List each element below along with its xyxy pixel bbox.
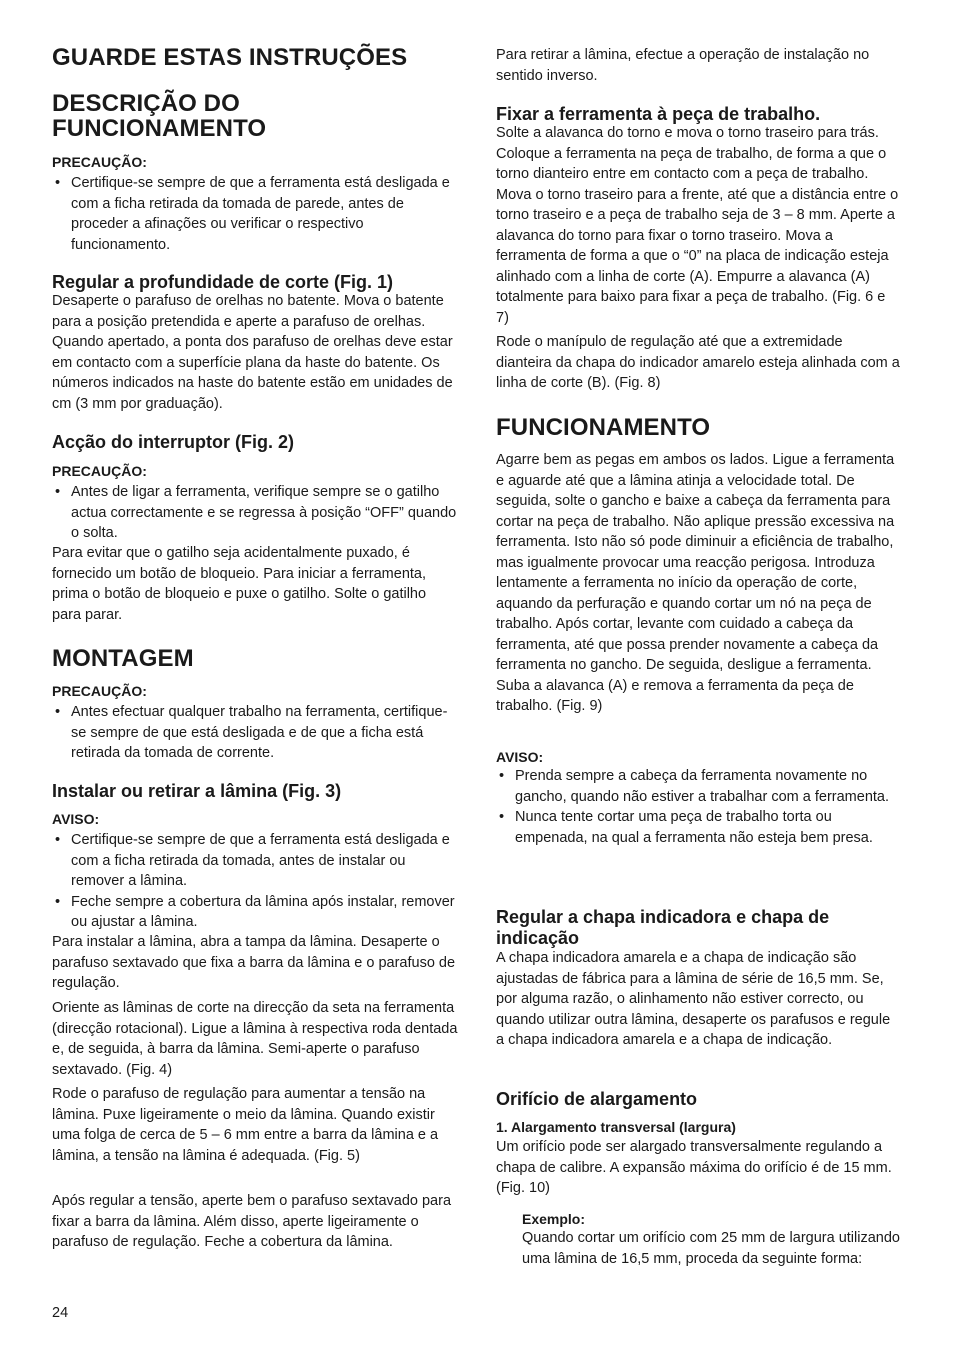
list-item: • Antes efectuar qualquer trabalho na ferramenta, certifique-se sempre de que está desligada e de que a ficha está retirada da tomada de corrente. (52, 702, 458, 764)
chapa-heading: Regular a chapa indicadora e chapa de indicação (496, 907, 830, 948)
list-item: • Certifique-se sempre de que a ferramenta está desligada e com a ficha retirada da tomada, antes de instalar ou remover a lâmina. (52, 830, 458, 892)
precaucao-list (52, 173, 458, 255)
orificio-subheading: 1. Alargamento transversal (largura) (496, 1119, 736, 1135)
instalar-list (52, 830, 458, 933)
list-item: • Feche sempre a cobertura da lâmina após instalar, remover ou ajustar a lâmina. (52, 892, 458, 933)
fixar-paragraph-1: Solte a alavanca do torno e mova o torno traseiro para trás. Coloque a ferramenta na peça de trabalho, de forma a que o torno dianteiro entre em contacto com a peça de trabalho. Mova o torno traseiro para a frente, até que a distância entre o torno traseiro e a peça de trabalho seja de 3 – 8 mm. Aperte a alavanca do torno para fixar o torno traseiro. Mova a ferramenta de forma a que o “0” na placa de indicação esteja alinhado com a linha de corte (A). Empurre a alavanca (A) totalmente para baixo para fixar a peça de trabalho. (Fig. 6 e 7) (496, 125, 899, 326)
orificio-text: Um orifício pode ser alargado transversalmente regulando a chapa de calibre. A expansão máxima do orifício é de 15 mm. (Fig. 10) (496, 1139, 892, 1196)
funcionamento-title: FUNCIONAMENTO (496, 414, 711, 441)
list-item: • Certifique-se sempre de que a ferramenta está desligada e com a ficha retirada da tomada de parede, antes de proceder a afinações ou verificar o respectivo funcionamento. (52, 173, 458, 255)
instalar-paragraph-3: Rode o parafuso de regulação para aumentar a tensão na lâmina. Puxe ligeiramente o meio da lâmina. Quando existir uma folga de cerca de 5 – 6 mm entre a barra da lâmina e a lâmina, a tensão na lâmina é adequada. (Fig. 5) (52, 1086, 439, 1164)
list-item: • Antes de ligar a ferramenta, verifique sempre se o gatilho actua correctamente e se regressa à posição “OFF” quando o solta. (52, 482, 458, 544)
montagem-title: MONTAGEM (52, 645, 194, 672)
regular-text: Desaperte o parafuso de orelhas no batente. Mova o batente para a posição pretendida e aperte a parafuso de orelhas. Quando apertado, a ponta dos parafuso de orelhas deve estar em contacto com a superfície plana da haste do batente. Os números indicados na haste do batente estão em unidades de cm (3 mm por graduação). (52, 293, 453, 412)
montagem-list (52, 702, 458, 764)
chapa-text: A chapa indicadora amarela e a chapa de indicação são ajustadas de fábrica para a lâmina de série de 16,5 mm. Se, por alguma razão, o alinhamento não estiver correcto, ou quando utilizar outra lâmina, desaperte os parafusos e regule a chapa indicadora amarela e a chapa de indicação. (496, 950, 891, 1048)
regular-heading: Regular a profundidade de corte (Fig. 1) (52, 272, 394, 292)
exemplo-label: Exemplo: (522, 1211, 586, 1227)
descricao-title: DESCRIÇÃO DO FUNCIONAMENTO (52, 90, 267, 142)
accao-list (52, 482, 458, 544)
instalar-paragraph-2: Oriente as lâminas de corte na direcção da seta na ferramenta (direcção rotacional). Ligue a lâmina à respectiva roda dentada e, de seguida, à barra da lâmina. Semi-aperte o parafuso sextavado. (Fig. 4) (52, 1000, 458, 1078)
accao-text: Para evitar que o gatilho seja acidentalmente puxado, é fornecido um botão de bloqueio. Para iniciar a ferramenta, prima o botão de bloqueio e puxe o gatilho. Solte o gatilho para parar. (52, 545, 427, 623)
precaucao-label: PRECAUÇÃO: (52, 154, 147, 170)
accao-heading: Acção do interruptor (Fig. 2) (52, 432, 295, 452)
fixar-heading: Fixar a ferramenta à peça de trabalho. (496, 104, 821, 124)
list-item: • Prenda sempre a cabeça da ferramenta novamente no gancho, quando não estiver a trabalhar com a ferramenta. (496, 766, 902, 807)
fixar-paragraph-2: Rode o manípulo de regulação até que a extremidade dianteira da chapa do indicador amarelo esteja alinhada com a linha de corte (B). (Fig. 8) (496, 334, 900, 391)
list-item: • Nunca tente cortar uma peça de trabalho torta ou empenada, na qual a ferramenta não esteja bem presa. (496, 807, 902, 848)
instalar-paragraph-4: Após regular a tensão, aperte bem o parafuso sextavado para fixar a barra da lâmina. Além disso, aperte ligeiramente o parafuso de regulação. Feche a cobertura da lâmina. (52, 1193, 452, 1250)
instalar-aviso-label: AVISO: (52, 811, 100, 827)
accao-precaucao-label: PRECAUÇÃO: (52, 463, 147, 479)
montagem-precaucao-label: PRECAUÇÃO: (52, 683, 147, 699)
instalar-paragraph-1: Para instalar a lâmina, abra a tampa da lâmina. Desaperte o parafuso sextavado que fixa a barra da lâmina e o parafuso de regulação. (52, 934, 456, 991)
orificio-heading: Orifício de alargamento (496, 1089, 698, 1109)
funcionamento-list (496, 766, 902, 848)
retirar-text: Para retirar a lâmina, efectue a operação de instalação no sentido inverso. (496, 47, 870, 84)
guarde-title: GUARDE ESTAS INSTRUÇÕES (52, 44, 408, 71)
exemplo-text: Quando cortar um orifício com 25 mm de largura utilizando uma lâmina de 16,5 mm, proceda da seguinte forma: (522, 1230, 900, 1267)
instalar-heading: Instalar ou retirar a lâmina (Fig. 3) (52, 781, 342, 801)
funcionamento-text: Agarre bem as pegas em ambos os lados. Ligue a ferramenta e aguarde até que a lâmina atinja a velocidade total. De seguida, solte o gancho e baixe a cabeça da ferramenta para cortar na peça de trabalho. Não aplique pressão excessiva na ferramenta. Isto não só pode diminuir a eficiência de trabalho, mas igualmente provocar uma reacção perigosa. Introduza lentamente a ferramenta no início da operação de corte, aquando da perfuração e quando cortar um nó na peça de trabalho. Após cortar, levante com cuidado a cabeça da ferramenta, até que possa prender novamente a cabeça da ferramenta no gancho. De seguida, desligue a ferramenta. Suba a alavanca (A) e remova a ferramenta da peça de trabalho. (Fig. 9) (496, 452, 895, 714)
page-number: 24 (52, 1305, 69, 1321)
funcionamento-aviso-label: AVISO: (496, 749, 544, 765)
